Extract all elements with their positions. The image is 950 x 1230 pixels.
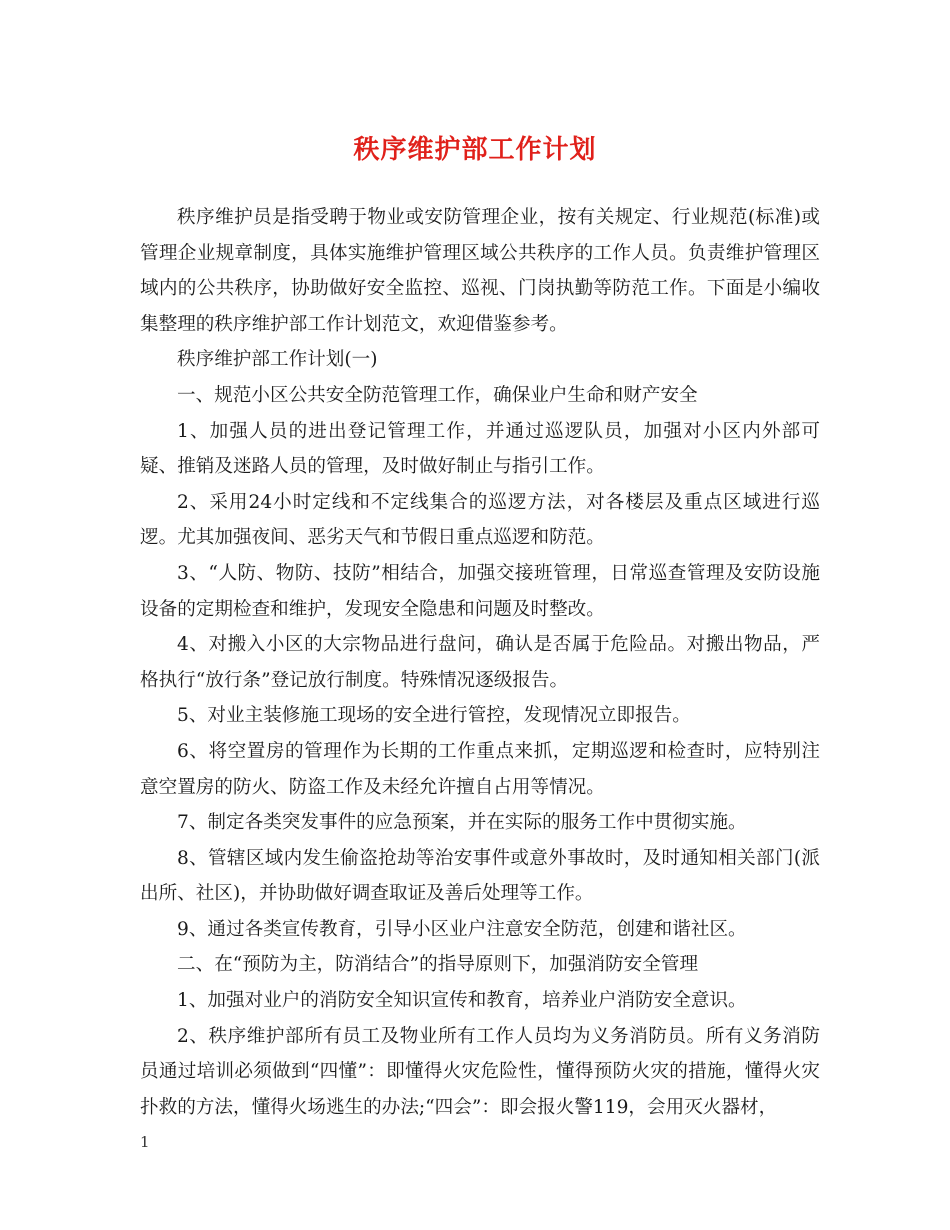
paragraph-fire-item-1: 1、加强对业户的消防安全知识宣传和教育，培养业户消防安全意识。 — [177, 990, 747, 1012]
paragraph-section-two: 二、在“预防为主，防消结合”的指导原则下，加强消防安全管理 — [177, 954, 699, 976]
paragraph-fire-item-2: 2、秩序维护部所有员工及物业所有工作人员均为义务消防员。所有义务消防员通过培训必须做到“四懂”：即懂得火灾危险性，懂得预防火灾的措施，懂得火灾扑救的方法，懂得火场逃生的办法;“四会”：即会报火警119，会用灭火器材， — [140, 1025, 820, 1118]
paragraph-item-7: 7、制定各类突发事件的应急预案，并在实际的服务工作中贯彻实施。 — [177, 812, 747, 834]
document-title: 秩序维护部工作计划 — [353, 135, 597, 165]
paragraph-plan-heading: 秩序维护部工作计划(一) — [177, 349, 378, 371]
paragraph-item-3: 3、“人防、物防、技防”相结合，加强交接班管理，日常巡查管理及安防设施设备的定期检查和维护，发现安全隐患和问题及时整改。 — [140, 562, 820, 620]
paragraph-item-5: 5、对业主装修施工现场的安全进行管控，发现情况立即报告。 — [177, 705, 691, 727]
paragraph-item-4: 4、对搬入小区的大宗物品进行盘问，确认是否属于危险品。对搬出物品，严格执行“放行条”登记放行制度。特殊情况逐级报告。 — [140, 634, 820, 691]
paragraph-section-one: 一、规范小区公共安全防范管理工作，确保业户生命和财产安全 — [177, 384, 698, 406]
paragraph-item-6: 6、将空置房的管理作为长期的工作重点来抓，定期巡逻和检查时，应特别注意空置房的防火、防盗工作及未经允许擅自占用等情况。 — [140, 740, 820, 798]
paragraph-item-1: 1、加强人员的进出登记管理工作，并通过巡逻队员，加强对小区内外部可疑、推销及迷路人员的管理，及时做好制止与指引工作。 — [140, 420, 820, 478]
paragraph-intro: 秩序维护员是指受聘于物业或安防管理企业，按有关规定、行业规范(标准)或管理企业规章制度，具体实施维护管理区域公共秩序的工作人员。负责维护管理区域内的公共秩序，协助做好安全监控、巡视、门岗执勤等防范工作。下面是小编收集整理的秩序维护部工作计划范文，欢迎借鉴参考。 — [140, 207, 820, 335]
paragraph-item-2: 2、采用24小时定线和不定线集合的巡逻方法，对各楼层及重点区域进行巡逻。尤其加强夜间、恶劣天气和节假日重点巡逻和防范。 — [140, 491, 820, 549]
document-body — [140, 200, 820, 1125]
paragraph-item-9: 9、通过各类宣传教育，引导小区业户注意安全防范，创建和谐社区。 — [177, 918, 747, 940]
page-number: 1 — [140, 1133, 150, 1151]
paragraph-item-8: 8、管辖区域内发生偷盗抢劫等治安事件或意外事故时，及时通知相关部门(派出所、社区)，并协助做好调查取证及善后处理等工作。 — [140, 847, 820, 905]
